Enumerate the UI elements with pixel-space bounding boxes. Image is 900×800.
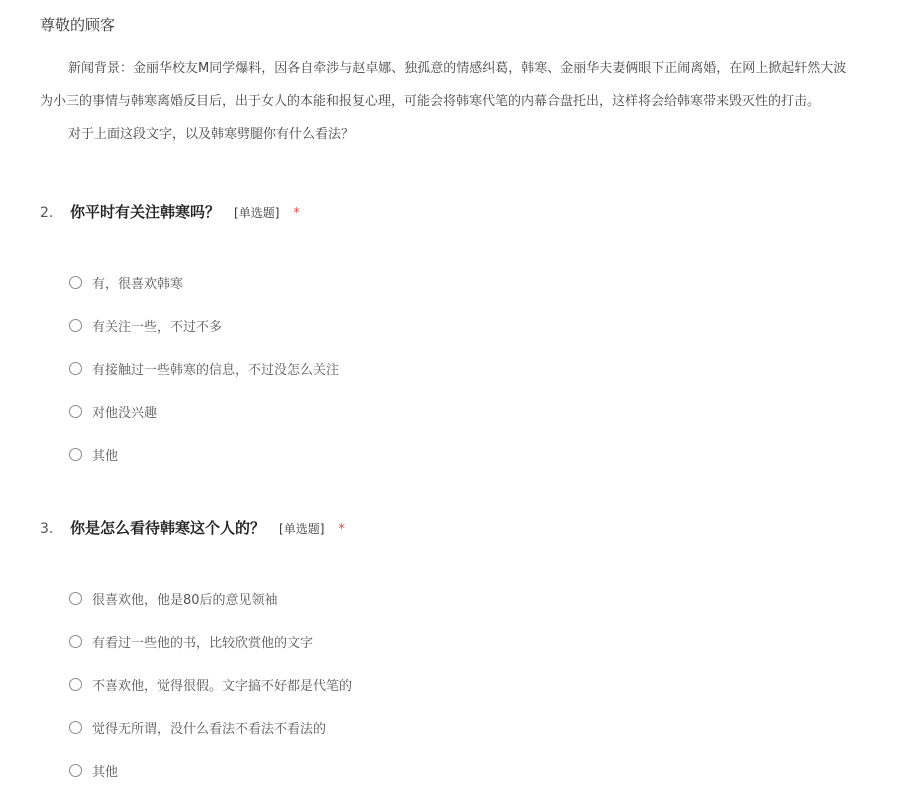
radio-button[interactable]	[69, 678, 82, 691]
option-label: 有看过一些他的书，比较欣赏他的文字	[92, 635, 314, 651]
q3-option-4[interactable]	[69, 717, 326, 737]
q2-option-3[interactable]	[69, 358, 339, 378]
question-number: 3.	[40, 521, 54, 537]
question-number: 2.	[40, 205, 54, 221]
radio-button[interactable]	[69, 362, 82, 375]
option-label: 有关注一些，不过不多	[92, 319, 223, 335]
radio-button[interactable]	[69, 635, 82, 648]
radio-button[interactable]	[69, 592, 82, 605]
option-label: 其他	[92, 448, 119, 464]
survey-greeting: 尊敬的顾客	[40, 16, 116, 34]
question-type-label: [单选题]	[279, 522, 325, 536]
question-2-header	[40, 201, 300, 222]
question-title: 你是怎么看待韩寒这个人的？	[70, 519, 266, 537]
q2-option-2[interactable]	[69, 315, 222, 335]
intro-paragraph-1: 新闻背景：金丽华校友M同学爆料，因各自牵涉与赵卓娜、独孤意的情感纠葛，韩寒、金丽华夫妻俩眼下正闹离婚，在网上掀起轩然大波	[68, 61, 847, 76]
option-label: 觉得无所谓，没什么看法不看法不看法的	[92, 721, 327, 737]
q2-option-5[interactable]	[69, 444, 118, 464]
question-title: 你平时有关注韩寒吗？	[70, 203, 221, 221]
radio-button[interactable]	[69, 276, 82, 289]
q3-option-1[interactable]	[69, 588, 278, 608]
intro-paragraph-3: 对于上面这段文字，以及韩寒劈腿你有什么看法？	[68, 127, 355, 142]
required-mark: *	[338, 522, 345, 537]
question-type-label: [单选题]	[234, 206, 280, 220]
option-label: 对他没兴趣	[92, 405, 158, 421]
required-mark: *	[293, 206, 300, 221]
radio-button[interactable]	[69, 405, 82, 418]
intro-paragraph-2: 为小三的事情与韩寒离婚反目后，出于女人的本能和报复心理，可能会将韩寒代笔的内幕合盘托出，这样将会给韩寒带来毁灭性的打击。	[40, 94, 821, 109]
radio-button[interactable]	[69, 448, 82, 461]
q2-option-1[interactable]	[69, 272, 183, 292]
q3-option-2[interactable]	[69, 631, 313, 651]
radio-button[interactable]	[69, 319, 82, 332]
option-label: 不喜欢他，觉得很假。文字搞不好都是代笔的	[92, 678, 353, 694]
radio-button[interactable]	[69, 764, 82, 777]
option-label: 有接触过一些韩寒的信息，不过没怎么关注	[92, 362, 340, 378]
option-label: 很喜欢他，他是80后的意见领袖	[92, 592, 278, 608]
q2-option-4[interactable]	[69, 401, 157, 421]
q3-option-5[interactable]	[69, 760, 118, 780]
radio-button[interactable]	[69, 721, 82, 734]
q3-option-3[interactable]	[69, 674, 352, 694]
question-3-header	[40, 517, 345, 538]
option-label: 有，很喜欢韩寒	[92, 276, 184, 292]
option-label: 其他	[92, 764, 119, 780]
